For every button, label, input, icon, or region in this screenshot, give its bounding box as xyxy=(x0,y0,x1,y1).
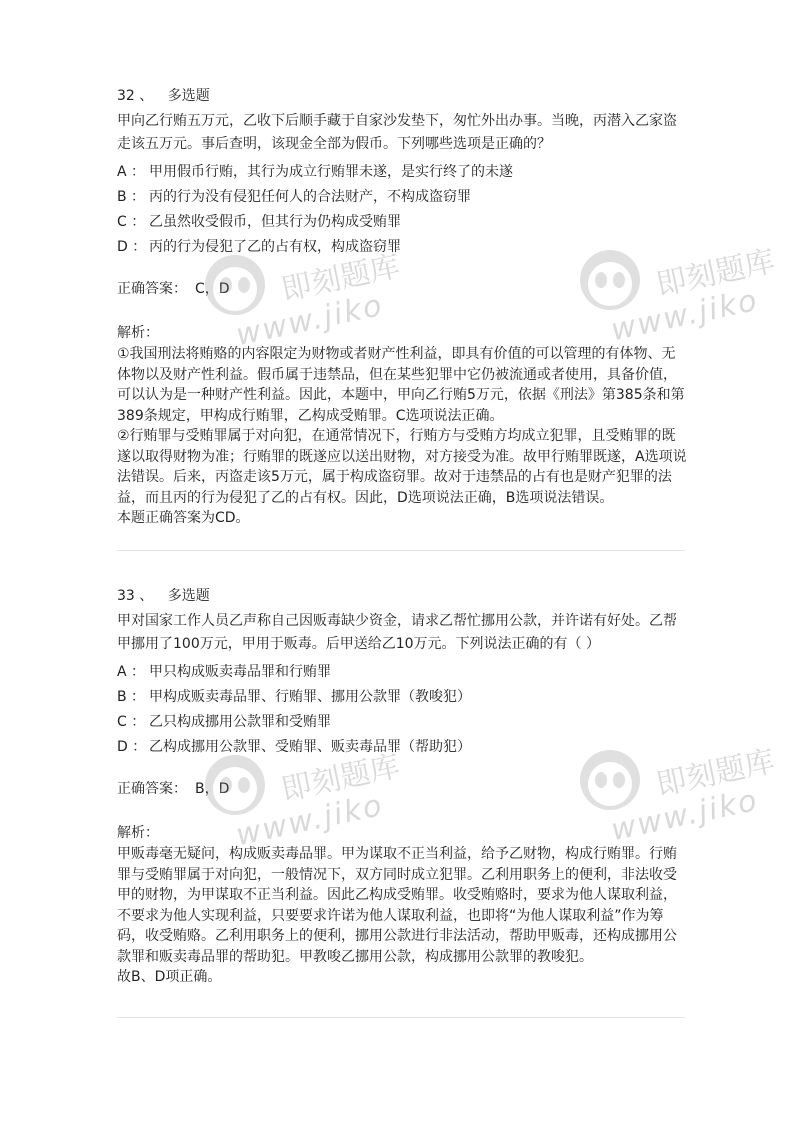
watermark-brand: 即刻题库 xyxy=(653,243,779,304)
option-text: 丙的行为没有侵犯任何人的合法财产，不构成盗窃罪 xyxy=(149,189,471,205)
option-letter: D ： xyxy=(117,739,147,755)
option-a xyxy=(117,160,687,185)
question-stem: 甲对国家工作人员乙声称自己因贩毒缺少资金，请求乙帮忙挪用公款，并许诺有好处。乙帮甲挪用了100万元，甲用于贩毒。后甲送给乙10万元。下列说法正确的有（ ） xyxy=(117,613,677,652)
question-header xyxy=(117,586,687,606)
question-type: 多选题 xyxy=(167,588,210,604)
question-number: 33 、 xyxy=(117,588,154,604)
analysis-text xyxy=(117,344,687,529)
correct-answer xyxy=(117,778,687,800)
option-letter: C ： xyxy=(117,714,146,730)
option-letter: B ： xyxy=(117,689,146,705)
analysis-label: 解析： xyxy=(117,325,159,341)
option-c xyxy=(117,210,687,235)
answer-value: C，D xyxy=(195,281,230,297)
section-divider xyxy=(117,550,685,551)
analysis-paragraph: 甲贩毒毫无疑问，构成贩卖毒品罪。甲为谋取不正当利益，给予乙财物，构成行贿罪。行贿罪与受贿罪属于对向犯，一般情况下，双方同时成立犯罪。乙利用职务上的便利，非法收受甲的财物，为甲谋取不正当利益。因此乙构成受贿罪。收受贿赂时，要求为他人谋取利益，不要求为他人实现利益，只要要求许诺为他人谋取利益，也即将“为他人谋取利益”作为筹码，收受贿赂。乙利用职务上的便利，挪用公款进行非法活动，帮助甲贩毒，还构成挪用公款罪和贩卖毒品罪的帮助犯。甲教唆乙挪用公款，构成挪用公款罪的教唆犯。 xyxy=(117,846,677,965)
option-a xyxy=(117,660,687,685)
option-b xyxy=(117,185,687,210)
watermark-url: www.jiko xyxy=(232,287,387,354)
question-type: 多选题 xyxy=(167,88,210,104)
watermark-brand: 即刻题库 xyxy=(653,743,779,804)
watermark-brand: 即刻题库 xyxy=(278,248,404,309)
option-text: 甲构成贩卖毒品罪、行贿罪、挪用公款罪（教唆犯） xyxy=(149,689,471,705)
correct-answer xyxy=(117,278,687,300)
analysis-paragraph: ①我国刑法将贿赂的内容限定为财物或者财产性利益，即具有价值的可以管理的有体物、无体物以及财产性利益。假币属于违禁品，但在某些犯罪中它仍被流通或者使用，具备价值，可以认为是一种财产性利益。因此，本题中，甲向乙行贿5万元，依据《刑法》第385条和第389条规定，甲构成行贿罪，乙构成受贿罪。C选项说法正确。 xyxy=(117,346,685,424)
analysis-paragraph: ②行贿罪与受贿罪属于对向犯，在通常情况下，行贿方与受贿方均成立犯罪，且受贿罪的既遂以取得财物为准；行贿罪的既遂应以送出财物，对方接受为准。故甲行贿罪既遂，A选项说法错误。后来，丙盗走该5万元，属于构成盗窃罪。故对于违禁品的占有也是财产犯罪的法益，而且丙的行为侵犯了乙的占有权。因此，D选项说法正确，B选项说法错误。 xyxy=(117,428,687,506)
option-letter: D ： xyxy=(117,239,147,255)
watermark-url: www.jiko xyxy=(232,787,387,854)
option-letter: A ： xyxy=(117,664,146,680)
option-b xyxy=(117,685,687,710)
analysis-paragraph: 故B、D项正确。 xyxy=(117,969,222,985)
analysis-paragraph: 本题正确答案为CD。 xyxy=(117,510,250,526)
answer-label: 正确答案： xyxy=(117,781,187,797)
option-d xyxy=(117,735,687,760)
watermark-url: www.jiko xyxy=(607,282,762,349)
question-32 xyxy=(117,86,687,529)
option-letter: C ： xyxy=(117,214,146,230)
option-text: 丙的行为侵犯了乙的占有权，构成盗窃罪 xyxy=(149,239,401,255)
option-text: 乙只构成挪用公款罪和受贿罪 xyxy=(149,714,331,730)
analysis-label: 解析： xyxy=(117,825,159,841)
question-number: 32 、 xyxy=(117,88,154,104)
answer-value: B，D xyxy=(195,781,230,797)
analysis-text xyxy=(117,844,687,988)
option-c xyxy=(117,710,687,735)
section-divider xyxy=(117,1017,685,1018)
question-stem: 甲向乙行贿五万元，乙收下后顺手藏于自家沙发垫下，匆忙外出办事。当晚，丙潜入乙家盗走该五万元。事后查明，该现金全部为假币。下列哪些选项是正确的？ xyxy=(117,113,677,152)
answer-label: 正确答案： xyxy=(117,281,187,297)
option-text: 乙虽然收受假币，但其行为仍构成受贿罪 xyxy=(149,214,401,230)
question-33 xyxy=(117,586,687,988)
option-letter: A ： xyxy=(117,164,146,180)
watermark-url: www.jiko xyxy=(607,782,762,849)
option-text: 乙构成挪用公款罪、受贿罪、贩卖毒品罪（帮助犯） xyxy=(149,739,471,755)
option-text: 甲用假币行贿，其行为成立行贿罪未遂，是实行终了的未遂 xyxy=(149,164,513,180)
option-letter: B ： xyxy=(117,189,146,205)
option-d xyxy=(117,235,687,260)
question-header xyxy=(117,86,687,106)
watermark-brand: 即刻题库 xyxy=(278,748,404,809)
option-text: 甲只构成贩卖毒品罪和行贿罪 xyxy=(149,664,331,680)
